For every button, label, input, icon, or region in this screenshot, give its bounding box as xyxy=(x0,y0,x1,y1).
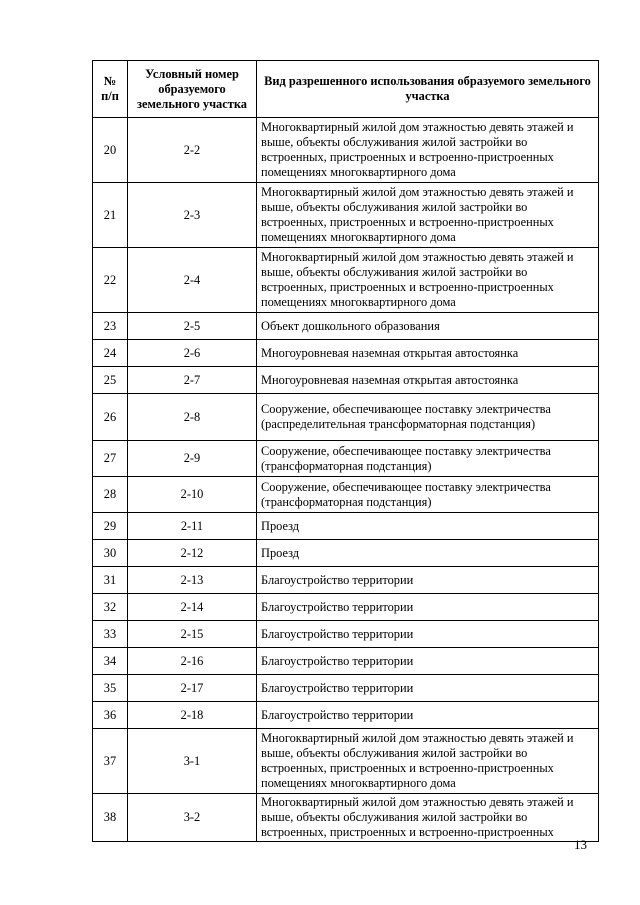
header-number xyxy=(93,61,128,118)
plot-code: 2-5 xyxy=(128,313,257,340)
plot-code: 2-14 xyxy=(128,594,257,621)
permitted-use: Многоуровневая наземная открытая автостоянка xyxy=(257,367,599,394)
plot-code: 2-16 xyxy=(128,648,257,675)
row-number: 31 xyxy=(93,567,128,594)
permitted-use: Многоквартирный жилой дом этажностью девять этажей и выше, объекты обслуживания жилой застройки во встроенных, пристроенных и встроенно-пристроенных помещениях многоквартирного дома xyxy=(257,729,599,794)
permitted-use: Благоустройство территории xyxy=(257,567,599,594)
row-number: 36 xyxy=(93,702,128,729)
row-number: 38 xyxy=(93,794,128,842)
table-row xyxy=(93,394,599,441)
permitted-use: Благоустройство территории xyxy=(257,621,599,648)
table-row xyxy=(93,340,599,367)
plot-code: 2-17 xyxy=(128,675,257,702)
plot-code: 2-7 xyxy=(128,367,257,394)
plot-code: 2-3 xyxy=(128,183,257,248)
permitted-use: Проезд xyxy=(257,513,599,540)
table-row xyxy=(93,621,599,648)
table-row xyxy=(93,441,599,477)
header-permitted-use xyxy=(257,61,599,118)
row-number: 20 xyxy=(93,118,128,183)
header-number-label: № п/п xyxy=(101,74,119,103)
row-number: 30 xyxy=(93,540,128,567)
permitted-use: Многоквартирный жилой дом этажностью девять этажей и выше, объекты обслуживания жилой застройки во встроенных, пристроенных и встроенно-пристроенных xyxy=(257,794,599,842)
plot-code: 2-18 xyxy=(128,702,257,729)
plot-code: 2-12 xyxy=(128,540,257,567)
row-number: 23 xyxy=(93,313,128,340)
row-number: 25 xyxy=(93,367,128,394)
row-number: 24 xyxy=(93,340,128,367)
plot-code: 2-15 xyxy=(128,621,257,648)
header-plot-code xyxy=(128,61,257,118)
permitted-use: Проезд xyxy=(257,540,599,567)
row-number: 21 xyxy=(93,183,128,248)
plot-code: 2-13 xyxy=(128,567,257,594)
table-row xyxy=(93,540,599,567)
permitted-use: Благоустройство территории xyxy=(257,648,599,675)
plot-code: 2-11 xyxy=(128,513,257,540)
table-row xyxy=(93,248,599,313)
row-number: 37 xyxy=(93,729,128,794)
table-row xyxy=(93,794,599,842)
plot-code: 2-9 xyxy=(128,441,257,477)
table-row xyxy=(93,648,599,675)
row-number: 26 xyxy=(93,394,128,441)
permitted-use: Благоустройство территории xyxy=(257,702,599,729)
table-header-row xyxy=(93,61,599,118)
header-permitted-use-label: Вид разрешенного использования образуемого земельного участка xyxy=(264,74,591,103)
permitted-use: Благоустройство территории xyxy=(257,675,599,702)
permitted-use: Многоуровневая наземная открытая автостоянка xyxy=(257,340,599,367)
permitted-use: Сооружение, обеспечивающее поставку электричества (распределительная трансформаторная подстанция) xyxy=(257,394,599,441)
table-row xyxy=(93,729,599,794)
plot-code: 2-8 xyxy=(128,394,257,441)
permitted-use: Многоквартирный жилой дом этажностью девять этажей и выше, объекты обслуживания жилой застройки во встроенных, пристроенных и встроенно-пристроенных помещениях многоквартирного дома xyxy=(257,118,599,183)
table-row xyxy=(93,313,599,340)
table-row xyxy=(93,183,599,248)
row-number: 22 xyxy=(93,248,128,313)
permitted-use: Объект дошкольного образования xyxy=(257,313,599,340)
plot-code: 2-10 xyxy=(128,477,257,513)
row-number: 27 xyxy=(93,441,128,477)
plot-code: 2-2 xyxy=(128,118,257,183)
land-plots-table xyxy=(92,60,599,842)
header-plot-code-label: Условный номер образуемого земельного участка xyxy=(137,66,247,111)
row-number: 34 xyxy=(93,648,128,675)
table-row xyxy=(93,367,599,394)
permitted-use: Многоквартирный жилой дом этажностью девять этажей и выше, объекты обслуживания жилой застройки во встроенных, пристроенных и встроенно-пристроенных помещениях многоквартирного дома xyxy=(257,183,599,248)
table-row xyxy=(93,594,599,621)
table-row xyxy=(93,118,599,183)
row-number: 28 xyxy=(93,477,128,513)
table-row xyxy=(93,702,599,729)
permitted-use: Сооружение, обеспечивающее поставку электричества (трансформаторная подстанция) xyxy=(257,441,599,477)
plot-code: 3-2 xyxy=(128,794,257,842)
row-number: 33 xyxy=(93,621,128,648)
row-number: 35 xyxy=(93,675,128,702)
permitted-use: Сооружение, обеспечивающее поставку электричества (трансформаторная подстанция) xyxy=(257,477,599,513)
table-body xyxy=(93,118,599,842)
page-number: 13 xyxy=(574,837,587,852)
table-row xyxy=(93,513,599,540)
plot-code: 2-4 xyxy=(128,248,257,313)
permitted-use: Благоустройство территории xyxy=(257,594,599,621)
plot-code: 3-1 xyxy=(128,729,257,794)
row-number: 29 xyxy=(93,513,128,540)
table-row xyxy=(93,567,599,594)
table-row xyxy=(93,675,599,702)
row-number: 32 xyxy=(93,594,128,621)
table-row xyxy=(93,477,599,513)
plot-code: 2-6 xyxy=(128,340,257,367)
permitted-use: Многоквартирный жилой дом этажностью девять этажей и выше, объекты обслуживания жилой застройки во встроенных, пристроенных и встроенно-пристроенных помещениях многоквартирного дома xyxy=(257,248,599,313)
